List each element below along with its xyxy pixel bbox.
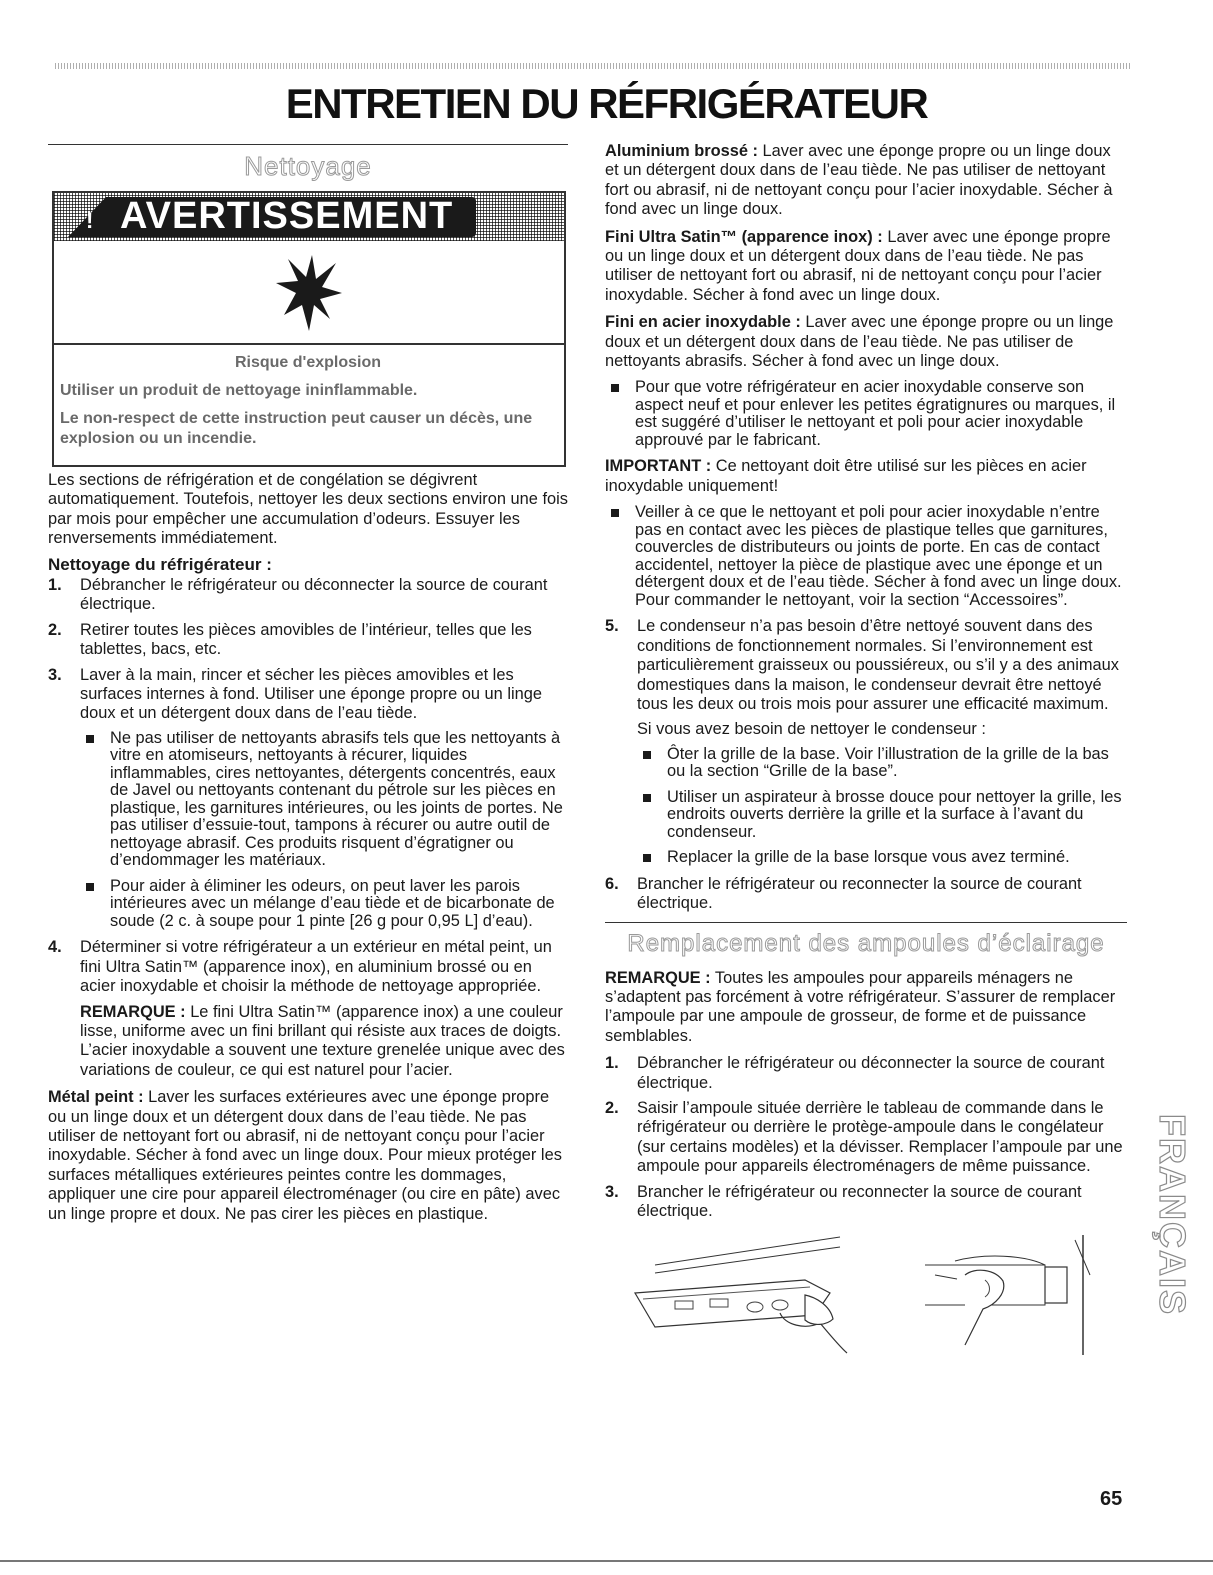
intro-paragraph: Les sections de réfrigération et de congélation se dégivrent automatiquement. Toutefois, nettoyer les deux sections environ une fois par mois pour empêcher une accumulation d’odeurs. Essuyer les renversements immédiatement. (48, 471, 568, 548)
section-heading-nettoyage: Nettoyage (244, 151, 372, 181)
step-number: 2. (48, 620, 62, 639)
cleaning-steps (48, 576, 568, 1080)
bullet-item: Ne pas utiliser de nettoyants abrasifs tels que les nettoyants à vitre en atomiseurs, nettoyants à récurer, liquides inflammables, cires nettoyantes, détergents concentrés, eaux de Javel ou nettoyants contenant du pétrole sur les pièces en plastique, les garnitures intérieures, ou les joints de portes. Ne pas utiliser d’essuie-tout, tampons à récurer ou autre outil de nettoyage abrasif. Ces produits risquent d’égratigner ou d’endommager les matériaux. (80, 730, 568, 870)
step-5-sub: Si vous avez besoin de nettoyer le condenseur : (637, 720, 986, 739)
warning-box (52, 191, 566, 467)
left-column (48, 140, 568, 1232)
step-number: 2. (605, 1098, 619, 1117)
page-number: 65 (1100, 1488, 1123, 1510)
list-item (605, 1099, 1127, 1177)
warning-icon-area (54, 241, 564, 345)
freezer-bulb-illustration (895, 1235, 1095, 1360)
bullet-item: Replacer la grille de la base lorsque vous avez terminé. (637, 849, 1127, 867)
important-note (605, 457, 1127, 496)
control-panel-bulb-illustration (615, 1235, 865, 1355)
bullet-item: Utiliser un aspirateur à brosse douce pour nettoyer la grille, les endroits ouverts derrière la grille et la surface à l’avant du condenseur. (637, 789, 1127, 842)
step-text: Brancher le réfrigérateur ou reconnecter la source de courant électrique. (637, 1182, 1082, 1220)
step-text: Brancher le réfrigérateur ou reconnecter la source de courant électrique. (637, 874, 1082, 913)
important-label: IMPORTANT : (605, 457, 712, 476)
satin-text: Laver avec une éponge propre ou un linge doux et un détergent doux dans de l’eau tiède. Ne pas utiliser de nettoyant fort ou abrasif, ni de nettoyant conçu pour l’acier inoxydable. Sécher à fond avec un linge doux. (605, 227, 1111, 304)
metal-text: Laver les surfaces extérieures avec une éponge propre ou un linge doux et un détergent doux dans de l’eau tiède. Ne pas utiliser de nettoyant fort ou abrasif, ni de nettoyant conçu pour l’acier inoxydable. Sécher à fond avec un linge doux. Pour mieux protéger les surfaces métalliques extérieures peintes contre les dommages, appliquer une cire pour appareil électroménager (ou cire en pâte) avec un linge propre et doux. Ne pas cirer les pièces en plastique. (48, 1088, 562, 1223)
alu-text: Laver avec une éponge propre ou un linge doux et un détergent doux dans de l’eau tiède. Ne pas utiliser de nettoyant fort ou abrasif, ni de nettoyant conçu pour l’acier inoxydable. Sécher à fond avec un linge doux. (605, 142, 1113, 219)
inox-bullets (605, 379, 1127, 449)
step-number: 5. (605, 617, 619, 636)
exclamation-icon: ! (86, 208, 94, 233)
step-number: 6. (605, 874, 619, 893)
inox-note (605, 313, 1127, 371)
remarque-ampoule-note (605, 969, 1127, 1047)
subheading-nettoyage-refrigerateur: Nettoyage du réfrigérateur : (48, 554, 272, 574)
inox-text: Laver avec une éponge propre ou un linge doux et un détergent doux dans de l’eau tiède. Ne pas utiliser de nettoyants abrasifs. Sécher à fond avec un linge doux. (605, 313, 1114, 371)
section-divider (48, 144, 568, 145)
warning-header (54, 193, 564, 241)
step-text: Laver à la main, rincer et sécher les pièces amovibles et les surfaces internes à fond. Utiliser une éponge propre ou un linge doux et un détergent doux dans de l’eau tiède. (80, 665, 542, 723)
remarque-label: REMARQUE : (80, 1002, 186, 1021)
metal-peint-note (48, 1088, 568, 1224)
warning-risk: Risque d'explosion (234, 354, 382, 371)
step-text: Retirer toutes les pièces amovibles de l’intérieur, telles que les tablettes, bacs, etc. (80, 620, 532, 659)
step-text: Le condenseur n’a pas besoin d’être nettoyé souvent dans des conditions de fonctionnement normales. Si l’environnement est particulièrement graisseux ou poussiéreux, ou s’il y a des animaux domestiques dans la maison, le condenseur devrait être nettoyé tous les deux ou trois mois pour assurer une efficacité maximum. (637, 617, 1119, 713)
step-number: 3. (48, 665, 62, 684)
list-item (605, 617, 1127, 866)
list-item (605, 1183, 1127, 1222)
section-divider (605, 922, 1127, 923)
side-tab-label: FRANÇAIS (1152, 1114, 1193, 1316)
bullet-item: Pour aider à éliminer les odeurs, on peut laver les parois intérieures avec un mélange d’eau tiède et de bicarbonate de soude (2 c. à soupe pour 1 pinte [26 g pour 0,95 L] d’eau). (80, 878, 568, 931)
step-3-bullets (80, 730, 568, 931)
bullet-item: Pour que votre réfrigérateur en acier inoxydable conserve son aspect neuf et pour enlever les petites égratignures ou marques, il est suggéré d’utiliser le nettoyant et poli pour acier inoxydable approuvé par le fabricant. (605, 379, 1127, 449)
warning-title-banner (86, 195, 476, 238)
list-item (48, 666, 568, 931)
remarque2-label: REMARQUE : (605, 968, 711, 987)
bullet-item: Veiller à ce que le nettoyant et poli pour acier inoxydable n’entre pas en contact avec les pièces de plastique telles que garnitures, couvercles de distributeurs ou joints de porte. En cas de contact accidentel, nettoyer la pièce de plastique avec une éponge et un détergent doux et de l’eau tiède. Sécher à fond avec un linge doux. Pour commander le nettoyant, voir la section “Accessoires”. (605, 504, 1127, 609)
remarque2-text: Toutes les ampoules pour appareils ménagers ne s’adaptent pas forcément à votre réfrigérateur. S’assurer de remplacer l’ampoule par une ampoule de grosseur, de forme et de puissance semblables. (605, 968, 1116, 1045)
step-number: 4. (48, 938, 62, 957)
bottom-rule (0, 1560, 1213, 1562)
satin-label: Fini Ultra Satin™ (apparence inox) : (605, 227, 883, 246)
warning-title: AVERTISSEMENT (120, 195, 454, 238)
warning-text (54, 345, 564, 465)
list-item (48, 938, 568, 1080)
important-bullets (605, 504, 1127, 609)
list-item (605, 1054, 1127, 1093)
warning-line-1: Utiliser un produit de nettoyage ininflammable. (60, 382, 418, 399)
top-dotted-rule (55, 63, 1130, 69)
section-heading-ampoules: Remplacement des ampoules d’éclairage (627, 929, 1105, 957)
right-column (605, 142, 1127, 1360)
bulb-illustrations (605, 1235, 1127, 1360)
language-side-tab (1152, 1080, 1192, 1350)
step-text: Saisir l’ampoule située derrière le tableau de commande dans le réfrigérateur ou derrière le protège-ampoule dans le congélateur (sur certains modèles) et la dévisser. Remplacer l’ampoule par une ampoule pour appareils électroménagers de même puissance. (637, 1098, 1123, 1176)
list-item (48, 621, 568, 660)
step-number: 1. (48, 576, 62, 595)
important-text: Ce nettoyant doit être utilisé sur les pièces en acier inoxydable uniquement! (605, 457, 1087, 495)
condenser-steps (605, 617, 1127, 913)
bulb-steps (605, 1054, 1127, 1221)
inox-label: Fini en acier inoxydable : (605, 313, 801, 332)
metal-label: Métal peint : (48, 1088, 144, 1107)
aluminium-note (605, 142, 1127, 220)
step-number: 1. (605, 1054, 619, 1073)
step-text: Déterminer si votre réfrigérateur a un extérieur en métal peint, un fini Ultra Satin™ (apparence inox), en aluminium brossé ou en acier inoxydable et choisir la méthode de nettoyage appropriée. (80, 938, 552, 996)
step-5-bullets (637, 746, 1127, 867)
warning-line-2: Le non-respect de cette instruction peut causer un décès, une explosion ou un incendie. (60, 410, 533, 447)
explosion-icon (274, 253, 344, 333)
step-text: Débrancher le réfrigérateur ou déconnecter la source de courant électrique. (80, 576, 548, 614)
satin-note (605, 228, 1127, 306)
step-number: 3. (605, 1182, 619, 1201)
list-item (605, 875, 1127, 914)
bullet-item: Ôter la grille de la base. Voir l’illustration de la grille de la bas ou la section “Grille de la base”. (637, 746, 1127, 781)
list-item (48, 576, 568, 615)
remarque-note (80, 1003, 568, 1081)
step-text: Débrancher le réfrigérateur ou déconnecter la source de courant électrique. (637, 1054, 1105, 1092)
page-title: ENTRETIEN DU RÉFRIGÉRATEUR (285, 80, 928, 127)
alu-label: Aluminium brossé : (605, 142, 758, 160)
remarque-text: Le fini Ultra Satin™ (apparence inox) a une couleur lisse, uniforme avec un fini brillant qui résiste aux traces de doigts. L’acier inoxydable a souvent une texture grenelée unique avec des variations de couleur, ce qui est naturel pour l’acier. (80, 1002, 565, 1079)
